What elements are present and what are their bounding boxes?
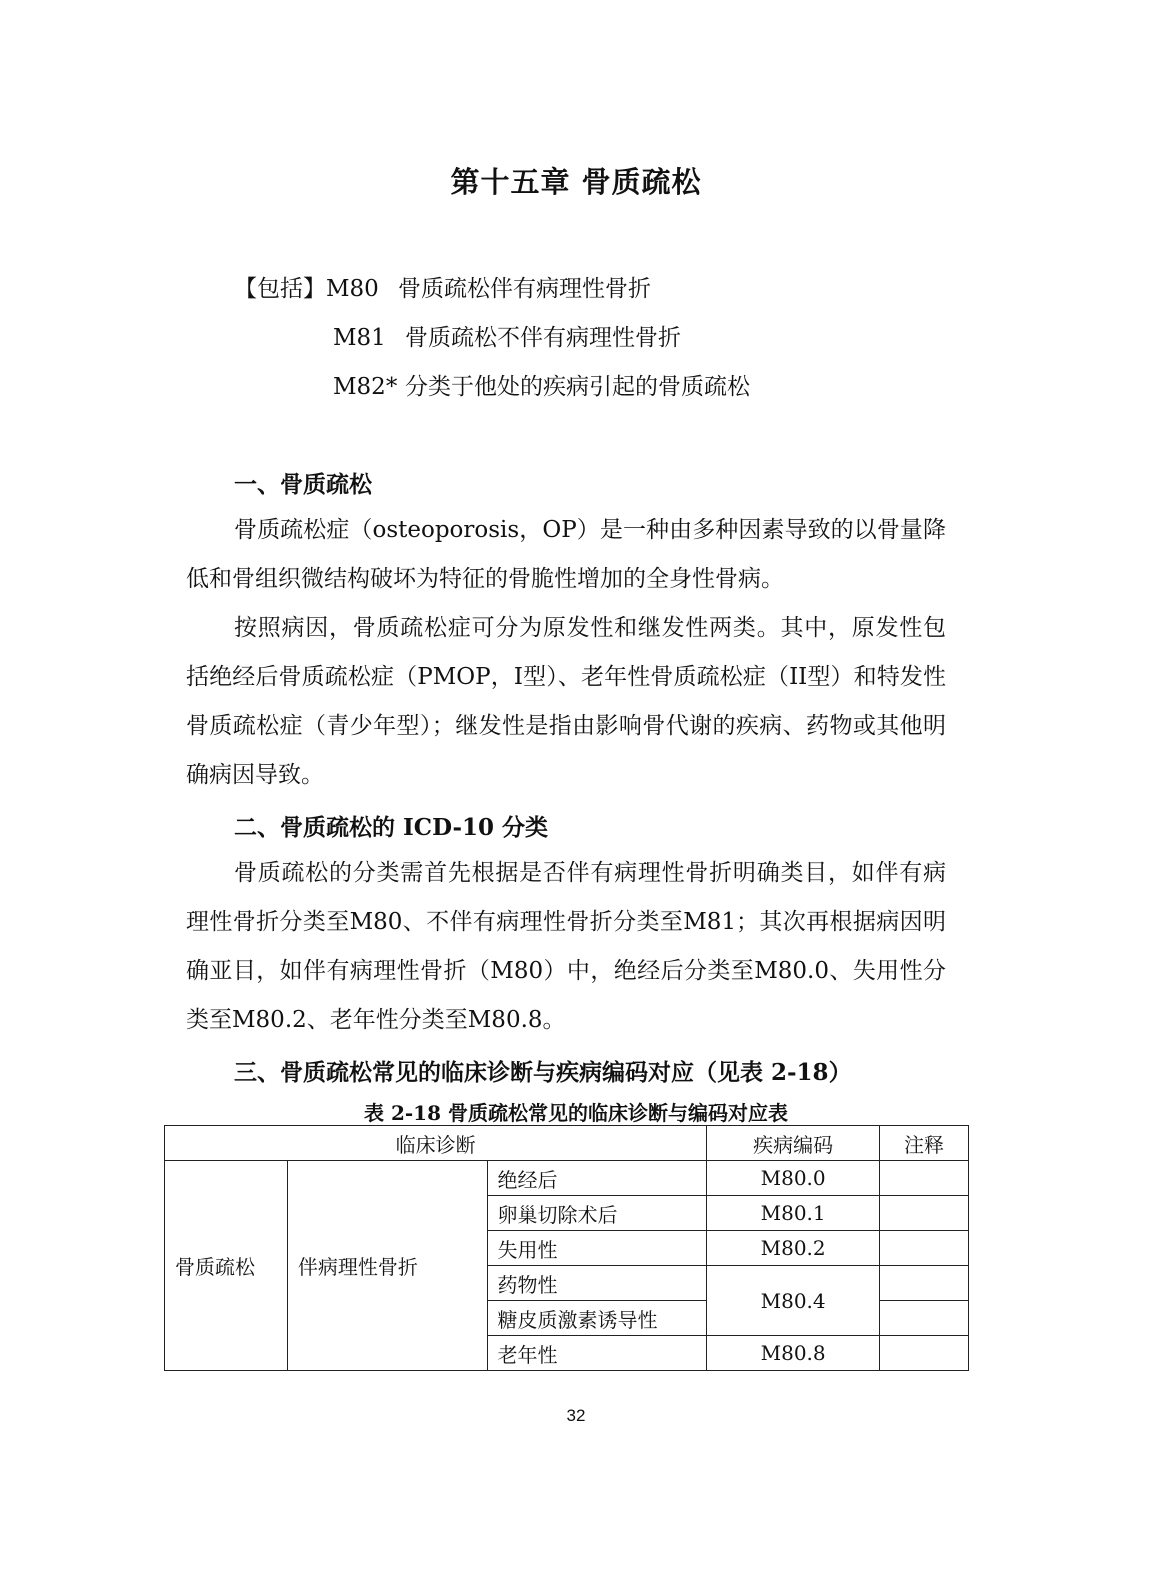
note-cell [880, 1196, 969, 1231]
paragraph: 骨质疏松症（osteoporosis，OP）是一种由多种因素导致的以骨量降低和骨组织微结构破坏为特征的骨脆性增加的全身性骨病。 [186, 517, 946, 592]
code-desc: 骨质疏松不伴有病理性骨折 [405, 325, 681, 351]
code-cell: M80.2 [707, 1231, 880, 1266]
header-diagnosis: 临床诊断 [165, 1126, 707, 1161]
table-caption: 表 2-18 骨质疏松常见的临床诊断与编码对应表 [364, 1101, 788, 1125]
sub-cell: 糖皮质激素诱导性 [487, 1301, 707, 1336]
note-cell [880, 1231, 969, 1266]
note-cell [880, 1161, 969, 1196]
code-table [164, 1125, 969, 1371]
sub-cell: 药物性 [487, 1266, 707, 1301]
table-row [165, 1161, 969, 1196]
note-cell [880, 1266, 969, 1301]
sub-cell: 卵巢切除术后 [487, 1196, 707, 1231]
code-cell: M80.4 [707, 1266, 880, 1336]
section-heading-3: 三、骨质疏松常见的临床诊断与疾病编码对应（见表 2-18） [234, 1059, 852, 1086]
code-m81: M81 [333, 325, 386, 351]
includes-line-2 [333, 319, 681, 352]
code-desc: 分类于他处的疾病引起的骨质疏松 [405, 374, 750, 400]
code-m82: M82* [333, 374, 398, 400]
page-number: 32 [566, 1406, 586, 1425]
paragraph: 按照病因，骨质疏松症可分为原发性和继发性两类。其中，原发性包括绝经后骨质疏松症（PMOP，I型）、老年性骨质疏松症（II型）和特发性骨质疏松症（青少年型）；继发性是指由影响骨代谢的疾病、药物或其他明确病因导致。 [186, 615, 946, 788]
includes-line-3 [333, 368, 750, 401]
code-cell: M80.0 [707, 1161, 880, 1196]
sub-cell: 绝经后 [487, 1161, 707, 1196]
code-cell: M80.1 [707, 1196, 880, 1231]
code-desc: 骨质疏松伴有病理性骨折 [398, 276, 651, 302]
level2-cell: 伴病理性骨折 [287, 1161, 487, 1371]
header-note: 注释 [880, 1126, 969, 1161]
includes-label: 【包括】 [234, 276, 326, 302]
table-header-row [165, 1126, 969, 1161]
level1-cell: 骨质疏松 [165, 1161, 288, 1371]
paragraph: 骨质疏松的分类需首先根据是否伴有病理性骨折明确类目，如伴有病理性骨折分类至M80、不伴有病理性骨折分类至M81；其次再根据病因明确亚目，如伴有病理性骨折（M80）中，绝经后分类至M80.0、失用性分类至M80.2、老年性分类至M80.8。 [186, 860, 946, 1033]
section-heading-2: 二、骨质疏松的 ICD-10 分类 [234, 814, 549, 841]
includes-line-1 [234, 270, 651, 303]
chapter-title: 第十五章 骨质疏松 [450, 165, 702, 199]
section-heading-1: 一、骨质疏松 [234, 471, 372, 498]
code-cell: M80.8 [707, 1336, 880, 1371]
sub-cell: 失用性 [487, 1231, 707, 1266]
code-m80: M80 [326, 276, 379, 302]
note-cell [880, 1336, 969, 1371]
header-code: 疾病编码 [707, 1126, 880, 1161]
note-cell [880, 1301, 969, 1336]
sub-cell: 老年性 [487, 1336, 707, 1371]
